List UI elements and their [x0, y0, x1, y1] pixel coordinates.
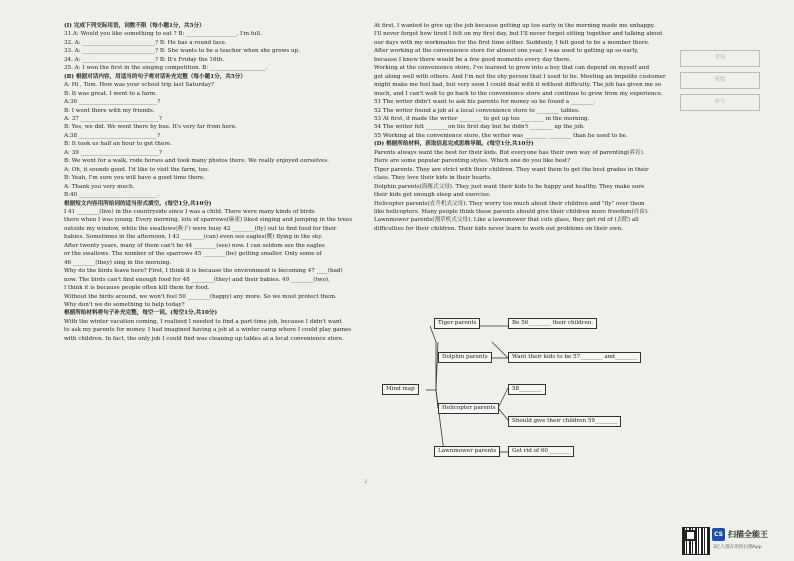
left-text-line: 35. A: I won the first in the singing competition. B: ____________________.	[64, 65, 268, 72]
camscanner-logo-icon: CS	[712, 528, 725, 541]
right-text-line: 52 The writer found a job at a local convenience store to ________ tables.	[374, 107, 580, 114]
left-text-line: 33. A: __________________________? B: She wants to be a teacher when she grows up.	[64, 48, 301, 55]
right-column	[374, 22, 672, 233]
left-text-line: 31.A: Would you like something to eat ? B: __________________, I'm full.	[64, 31, 262, 38]
left-text-line: A:38 ____________________________?	[64, 132, 161, 139]
right-text-line: much, and I can't wait to go back to the convenience store and continue to grow from my experience.	[374, 90, 663, 97]
left-text-line: 根据所给材料将句子补充完整，每空一词。(每空1分,共10分)	[64, 310, 218, 317]
left-text-line: (Ⅰ) 完成下列交际用语，词数不限（每小题1分，共5分）	[64, 23, 205, 29]
right-text-line: difficulties for their children. Their kids never learn to work out problems on their own.	[374, 225, 623, 232]
left-text-line: there when I was young. Every morning, lots of sparrows(麻雀) liked singing and jumping in the trees	[64, 217, 353, 224]
right-text-line: Lawnmower parents(割草机式父母). Like a lawnmower that cuts glass, they get rid of (去除) all	[374, 217, 639, 224]
left-text-line: A: Oh, it sounds good. I'd like to visit the farm, too.	[64, 166, 210, 173]
left-text-line: or the swallows. The number of the sparrows 45 ________(be) getting smaller. Only some of	[64, 251, 322, 258]
helicopter-parents-node: Helicopter parents	[438, 403, 499, 414]
right-text-line: might make me feel bad, but very soon I could deal with it without difficulty. The job has given me so	[374, 82, 662, 89]
watermark-title: 扫描全能王	[728, 530, 768, 539]
left-text-line: (Ⅱ) 根据对话内容，用适当的句子将对话补充完整（每小题1分，共5分）	[64, 73, 246, 80]
lawnmower-parents-node: Lawnmower parents	[434, 446, 500, 457]
left-column	[64, 22, 364, 343]
left-text-line: with children. In fact, the only job I could find was cleaning up tables at a local convenience store.	[64, 335, 344, 342]
right-text-line: class. They love their kids in their hearts.	[374, 175, 492, 182]
left-text-line: A: 37 ____________________________?	[64, 115, 162, 122]
right-text-line: Tiger parents. They are strict with their children. They want them to get the best grades in their	[374, 166, 649, 173]
right-text-line: At first, I wanted to give up the job because getting up too early in the morning made me unhappy.	[374, 23, 655, 29]
right-text-line: Dolphin parents(海豚式父母). They just want their kids to be happy and healthy. They make sure	[374, 183, 645, 190]
left-text-line: babies. Sometimes in the afternoon, I 43 ________(can) even see eagles(鹰) flying in the sky.	[64, 234, 323, 241]
left-text-line: 46 ________(they) sing in the morning.	[64, 259, 172, 266]
left-text-line: 32. A: __________________________? B: He has a round face.	[64, 39, 227, 46]
left-text-line: A:36 ____________________________?	[64, 99, 161, 106]
right-text-line: like helicopters. Many people think these parents should give their children more freedom(自由).	[374, 208, 649, 215]
left-text-line: B: I went there with my friends.	[64, 107, 155, 114]
left-text-line: I 41 ________(live) in the countryside since I was a child. There were many kinds of birds	[64, 208, 315, 215]
mind-map-center: Mind map	[382, 384, 419, 395]
stamp-box-1: 考场	[680, 50, 760, 67]
right-text-line: Helicopter parents(直升机式父母). They worry too much about their children and "fly" over them	[374, 200, 645, 207]
scanner-watermark	[682, 527, 792, 555]
left-text-line: With the winter vacation coming, I realized I needed to find a part-time job, because I didn't want	[64, 318, 342, 325]
right-text-line: Here are some popular parenting styles. Which one do you like best?	[374, 158, 571, 165]
left-text-line: B: Yes, we did. We went there by bus. It's very far from here.	[64, 124, 237, 131]
left-text-line: B: We went for a walk, rode horses and took many photos there. We really enjoyed ourselves.	[64, 158, 329, 165]
left-text-line: Why don't we do something to help today?	[64, 301, 185, 308]
right-text-line: our days with my workmates for the first time either. Suddenly, I felt good to be a member there.	[374, 39, 650, 46]
right-text-line: get along well with others. And I'm not the shy person that I used to be. Meeting an impolite customer	[374, 73, 666, 80]
left-text-line: A: 39 ____________________________?	[64, 149, 162, 156]
lawnmower-detail: Get rid of 60________	[508, 446, 574, 457]
right-text-line: 51 The writer didn't want to ask his parents for money so he found a ________.	[374, 99, 596, 106]
page-number: 2	[364, 479, 368, 485]
left-text-line: to ask my parents for money. I had imagined having a job at a winter camp where I could play games	[64, 327, 352, 334]
right-text-line: 54 The writer felt ________on his first day but he didn't ________ up the job.	[374, 124, 585, 131]
right-text-line: 55 Working at the convenience store, the writer was ________ ________ than he used to be.	[374, 132, 628, 139]
left-text-line: A: Hi , Tom. How was your school trip last Saturday?	[64, 82, 215, 89]
left-text-line: Why do the birds leave here? First, I think it is because the environment is becoming 47 ____(bad)	[64, 268, 343, 275]
right-text-line: (D) 根据所给材料，获取信息完成思维导图。(每空1分,共10分)	[374, 141, 534, 148]
dolphin-detail: Want their kids to be 57________ and________	[508, 352, 641, 363]
left-text-line: B:40 ____________________________.	[64, 192, 159, 199]
watermark-subtitle: 3亿人都在用的扫描App	[713, 545, 762, 550]
left-text-line: 34. A: __________________________? B: It's Friday the 16th.	[64, 56, 225, 63]
left-text-line: A: Thank you very much.	[64, 183, 135, 190]
left-text-line: B: It took us half an hour to get there.	[64, 141, 172, 148]
left-text-line: B: Yeah, I'm sure you will have a good time there.	[64, 175, 206, 182]
left-text-line: outside my window, while the swallows(燕子) were busy 42 ________(fly) out to find food for their	[64, 225, 337, 232]
left-text-line: now. The birds can't find enough food for 48 ________(they) and their babies. 49 ________(two),	[64, 276, 330, 283]
right-text-line: because I knew there would be a few good moments every day there.	[374, 56, 571, 63]
left-text-line: I think it is because people often kill them for food.	[64, 285, 210, 292]
right-text-line: I'll never forget how tired I felt on my first day, but I'll never forget sitting together and talking about	[374, 31, 663, 38]
dolphin-parents-node: Dolphin parents	[438, 352, 492, 363]
right-text-line: 53 At first, it made the writer ________ to get up too ________ in the morning.	[374, 115, 590, 122]
helicopter-detail-2: Should give their children 59________	[508, 416, 621, 427]
right-text-line: Working at the convenience store, I've learned to grow into a boy that can depend on myself and	[374, 65, 650, 72]
stamp-box-2: 班级	[680, 72, 760, 89]
mind-map	[380, 312, 680, 462]
stamp-box-3: 座号	[680, 94, 760, 111]
left-text-line: 根据短文内容用所给词的适当形式填空。(每空1分,共10分)	[64, 200, 212, 207]
right-text-line: their kids get enough sleep and exercise.	[374, 192, 491, 199]
left-text-line: B: It was great. I went to a farm.	[64, 90, 157, 97]
helicopter-detail-1: 58________	[508, 384, 546, 395]
left-text-line: After twenty years, many of them can't be 44 ________(see) now. I can seldom see the eagles	[64, 242, 325, 249]
left-text-line: Without the birds around, we won't feel 50 ________(happy) any more. So we must protect them.	[64, 293, 337, 300]
tiger-parents-node: Tiger parents	[434, 318, 480, 329]
right-text-line: After working at the convenience store for almost one year, I was used to getting up so early,	[374, 48, 639, 55]
right-text-line: Parents always want the best for their kids. But everyone has their own way of parenting(养育).	[374, 149, 645, 156]
tiger-detail: Be 56________ their children.	[508, 318, 597, 329]
qr-code-icon	[682, 527, 710, 555]
